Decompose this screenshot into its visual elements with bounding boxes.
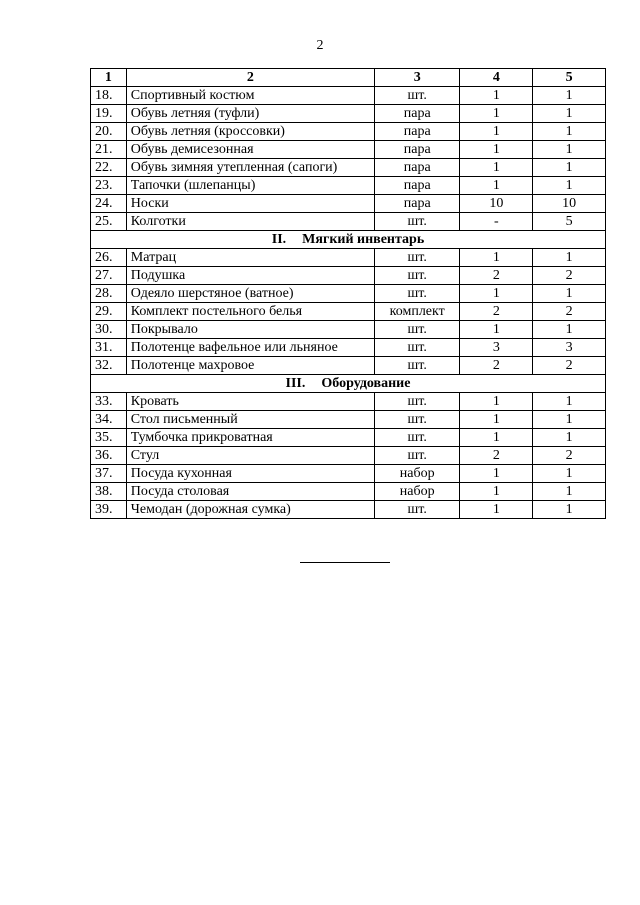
quantity-col-4: 1 — [460, 249, 533, 267]
item-unit: шт. — [374, 339, 459, 357]
row-number: 27. — [91, 267, 127, 285]
item-unit: шт. — [374, 429, 459, 447]
item-name: Комплект постельного белья — [126, 303, 374, 321]
quantity-col-4: 1 — [460, 465, 533, 483]
inventory-table — [90, 68, 606, 519]
section-roman-numeral: III. — [285, 375, 306, 391]
item-unit: шт. — [374, 447, 459, 465]
row-number: 20. — [91, 123, 127, 141]
quantity-col-4: 1 — [460, 123, 533, 141]
quantity-col-5: 10 — [533, 195, 606, 213]
item-unit: шт. — [374, 393, 459, 411]
table-row — [91, 195, 606, 213]
row-number: 36. — [91, 447, 127, 465]
quantity-col-4: 1 — [460, 393, 533, 411]
row-number: 39. — [91, 501, 127, 519]
row-number: 30. — [91, 321, 127, 339]
section-heading — [91, 375, 606, 393]
row-number: 26. — [91, 249, 127, 267]
item-unit: шт. — [374, 321, 459, 339]
item-unit: пара — [374, 195, 459, 213]
table-row — [91, 357, 606, 375]
item-unit: шт. — [374, 285, 459, 303]
item-unit: пара — [374, 105, 459, 123]
quantity-col-4: 2 — [460, 447, 533, 465]
table-row — [91, 447, 606, 465]
item-name: Обувь летняя (туфли) — [126, 105, 374, 123]
row-number: 35. — [91, 429, 127, 447]
item-name: Тапочки (шлепанцы) — [126, 177, 374, 195]
table-row — [91, 411, 606, 429]
quantity-col-4: 1 — [460, 429, 533, 447]
section-title: Оборудование — [321, 375, 411, 391]
quantity-col-5: 2 — [533, 267, 606, 285]
row-number: 21. — [91, 141, 127, 159]
quantity-col-4: 2 — [460, 357, 533, 375]
item-unit: пара — [374, 123, 459, 141]
item-name: Колготки — [126, 213, 374, 231]
table-row — [91, 159, 606, 177]
quantity-col-5: 1 — [533, 411, 606, 429]
section-heading — [91, 231, 606, 249]
item-unit: набор — [374, 483, 459, 501]
table-row — [91, 465, 606, 483]
table-row — [91, 141, 606, 159]
quantity-col-5: 1 — [533, 159, 606, 177]
table-row — [91, 339, 606, 357]
quantity-col-5: 2 — [533, 357, 606, 375]
item-name: Обувь зимняя утепленная (сапоги) — [126, 159, 374, 177]
quantity-col-4: 1 — [460, 141, 533, 159]
table-row — [91, 393, 606, 411]
header-col-3: 3 — [374, 69, 459, 87]
table-row — [91, 177, 606, 195]
table-row — [91, 267, 606, 285]
quantity-col-5: 1 — [533, 321, 606, 339]
quantity-col-4: - — [460, 213, 533, 231]
section-roman-numeral: II. — [271, 231, 287, 247]
quantity-col-4: 1 — [460, 87, 533, 105]
item-unit: пара — [374, 177, 459, 195]
table-row — [91, 285, 606, 303]
section-title: Мягкий инвентарь — [302, 231, 425, 247]
item-name: Матрац — [126, 249, 374, 267]
header-row — [91, 69, 606, 87]
quantity-col-4: 1 — [460, 177, 533, 195]
row-number: 31. — [91, 339, 127, 357]
quantity-col-4: 2 — [460, 303, 533, 321]
quantity-col-5: 1 — [533, 465, 606, 483]
quantity-col-4: 10 — [460, 195, 533, 213]
quantity-col-4: 1 — [460, 321, 533, 339]
item-unit: комплект — [374, 303, 459, 321]
table-row — [91, 321, 606, 339]
quantity-col-5: 1 — [533, 249, 606, 267]
quantity-col-4: 1 — [460, 411, 533, 429]
item-name: Посуда кухонная — [126, 465, 374, 483]
quantity-col-5: 2 — [533, 447, 606, 465]
item-name: Тумбочка прикроватная — [126, 429, 374, 447]
table-body — [91, 87, 606, 519]
quantity-col-4: 3 — [460, 339, 533, 357]
header-col-4: 4 — [460, 69, 533, 87]
row-number: 19. — [91, 105, 127, 123]
quantity-col-5: 5 — [533, 213, 606, 231]
quantity-col-5: 1 — [533, 123, 606, 141]
row-number: 33. — [91, 393, 127, 411]
quantity-col-5: 1 — [533, 87, 606, 105]
item-name: Полотенце вафельное или льняное — [126, 339, 374, 357]
item-unit: шт. — [374, 411, 459, 429]
row-number: 24. — [91, 195, 127, 213]
item-unit: шт. — [374, 357, 459, 375]
row-number: 22. — [91, 159, 127, 177]
table-row — [91, 213, 606, 231]
quantity-col-5: 1 — [533, 483, 606, 501]
table-row — [91, 87, 606, 105]
table-row — [91, 483, 606, 501]
quantity-col-5: 1 — [533, 141, 606, 159]
quantity-col-5: 1 — [533, 105, 606, 123]
quantity-col-5: 3 — [533, 339, 606, 357]
item-unit: шт. — [374, 87, 459, 105]
item-unit: пара — [374, 159, 459, 177]
item-unit: набор — [374, 465, 459, 483]
row-number: 18. — [91, 87, 127, 105]
quantity-col-4: 1 — [460, 105, 533, 123]
item-unit: шт. — [374, 501, 459, 519]
item-name: Одеяло шерстяное (ватное) — [126, 285, 374, 303]
row-number: 25. — [91, 213, 127, 231]
row-number: 37. — [91, 465, 127, 483]
item-name: Обувь демисезонная — [126, 141, 374, 159]
table-row — [91, 501, 606, 519]
item-name: Чемодан (дорожная сумка) — [126, 501, 374, 519]
item-unit: шт. — [374, 213, 459, 231]
quantity-col-5: 1 — [533, 393, 606, 411]
item-unit: пара — [374, 141, 459, 159]
section-row — [91, 231, 606, 249]
table-row — [91, 429, 606, 447]
quantity-col-5: 2 — [533, 303, 606, 321]
end-divider — [300, 562, 390, 563]
item-unit: шт. — [374, 267, 459, 285]
item-name: Кровать — [126, 393, 374, 411]
section-row — [91, 375, 606, 393]
header-col-1: 1 — [91, 69, 127, 87]
item-name: Стул — [126, 447, 374, 465]
quantity-col-5: 1 — [533, 429, 606, 447]
table-row — [91, 303, 606, 321]
table-row — [91, 123, 606, 141]
item-name: Спортивный костюм — [126, 87, 374, 105]
item-name: Покрывало — [126, 321, 374, 339]
header-col-2: 2 — [126, 69, 374, 87]
page-number: 2 — [316, 38, 324, 53]
row-number: 23. — [91, 177, 127, 195]
item-name: Стол письменный — [126, 411, 374, 429]
item-name: Подушка — [126, 267, 374, 285]
table-row — [91, 105, 606, 123]
item-unit: шт. — [374, 249, 459, 267]
quantity-col-5: 1 — [533, 285, 606, 303]
item-name: Полотенце махровое — [126, 357, 374, 375]
row-number: 32. — [91, 357, 127, 375]
quantity-col-4: 2 — [460, 267, 533, 285]
item-name: Носки — [126, 195, 374, 213]
row-number: 28. — [91, 285, 127, 303]
row-number: 34. — [91, 411, 127, 429]
quantity-col-4: 1 — [460, 159, 533, 177]
item-name: Посуда столовая — [126, 483, 374, 501]
quantity-col-4: 1 — [460, 483, 533, 501]
quantity-col-4: 1 — [460, 285, 533, 303]
item-name: Обувь летняя (кроссовки) — [126, 123, 374, 141]
row-number: 29. — [91, 303, 127, 321]
quantity-col-4: 1 — [460, 501, 533, 519]
header-col-5: 5 — [533, 69, 606, 87]
table-row — [91, 249, 606, 267]
quantity-col-5: 1 — [533, 501, 606, 519]
row-number: 38. — [91, 483, 127, 501]
quantity-col-5: 1 — [533, 177, 606, 195]
